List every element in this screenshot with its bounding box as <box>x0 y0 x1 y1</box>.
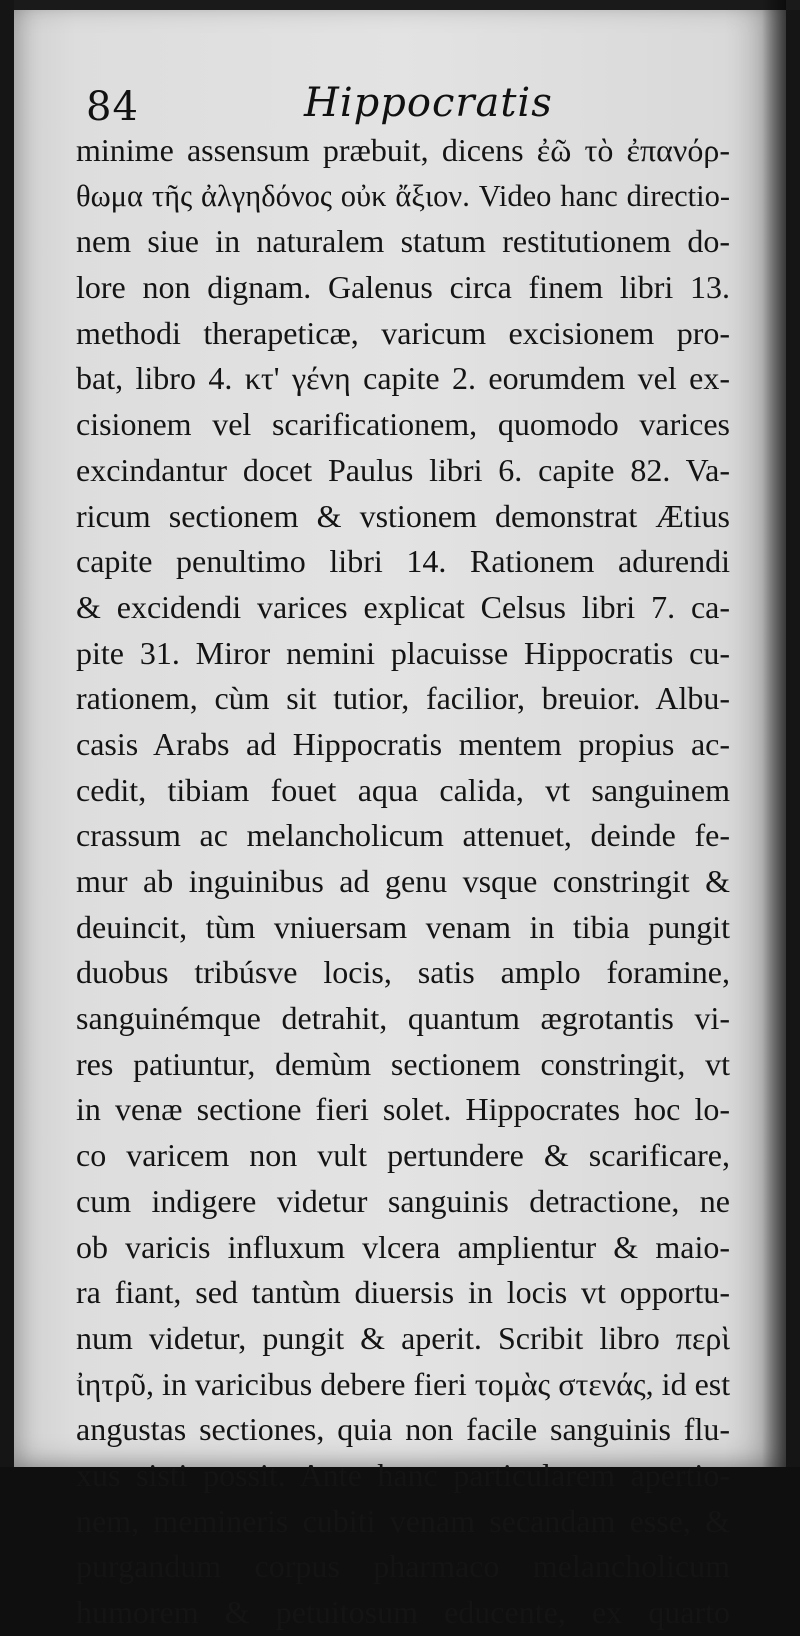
text-line: lore non dignam. Galenus circa finem libri 13. <box>76 269 730 306</box>
text-line: excindantur docet Paulus libri 6. capite 82. Va- <box>76 451 730 488</box>
text-line: cisionem vel scarificationem, quomodo varices <box>76 406 730 443</box>
text-line: methodi therapeticæ, varicum excisionem pro- <box>76 314 730 351</box>
text-line: pite 31. Miror nemini placuisse Hippocratis cu- <box>76 634 730 671</box>
text-line: res patiuntur, demùm sectionem constringit, vt <box>76 1045 730 1082</box>
text-line: casis Arabs ad Hippocratis mentem propius ac- <box>76 725 730 762</box>
text-line: & excidendi varices explicat Celsus libri 7. ca- <box>76 588 730 625</box>
text-line: purgandum corpus pharmaco melancholicum <box>76 1548 730 1585</box>
text-line: minime assensum præbuit, dicens ἐῶ τὸ ἐπανόρ- <box>76 132 730 168</box>
running-head: Hippocratis <box>304 80 553 126</box>
text-line: crassum ac melancholicum attenuet, deinde fe- <box>76 817 730 854</box>
text-line: angustas sectiones, quia non facile sanguinis flu- <box>76 1411 730 1448</box>
binding-shadow <box>762 0 786 1467</box>
text-line: in venæ sectione fieri solet. Hippocrates hoc lo- <box>76 1091 730 1128</box>
text-line: θωμα τῆς ἀλγηδόνος οὐκ ἄξιον. Video hanc directio- <box>76 178 730 213</box>
text-line: ἰητρῦ, in varicibus debere fieri τομὰς στενάς, id est <box>76 1365 731 1402</box>
text-line: cedit, tibiam fouet aqua calida, vt sanguinem <box>76 771 730 808</box>
text-line: co varicem non vult pertundere & scarificare, <box>76 1137 730 1174</box>
text-line: nem siue in naturalem statum restitutionem do- <box>76 223 730 260</box>
text-line: mur ab inguinibus ad genu vsque constringit & <box>76 863 730 899</box>
body-text <box>76 128 730 1636</box>
text-line: cum indigere videtur sanguinis detractione, ne <box>76 1182 730 1219</box>
page-number: 84 <box>86 84 139 130</box>
text-line: duobus tribúsve locis, satis amplo foramine, <box>76 954 730 991</box>
top-edge <box>14 0 800 10</box>
text-line: humorem & petuitosum educente, ex quarto <box>76 1594 730 1630</box>
text-line: rationem, cùm sit tutior, facilior, breuior. Albu- <box>76 680 730 717</box>
text-line: deuincit, tùm vniuersam venam in tibia pungit <box>76 908 730 945</box>
text-line: ricum sectionem & vstionem demonstrat Ætius <box>76 497 730 534</box>
text-line: bat, libro 4. κτ' γένη capite 2. eorumdem vel ex- <box>76 360 730 397</box>
text-line: ra fiant, sed tantùm diuersis in locis vt opportu- <box>76 1274 730 1311</box>
text-line: xus sisti possit. Ante hanc particularem apertio- <box>76 1456 730 1493</box>
text-line: capite penultimo libri 14. Rationem adurendi <box>76 543 730 580</box>
text-line: num videtur, pungit & aperit. Scribit libro περὶ <box>76 1319 730 1356</box>
book-page <box>14 0 786 1630</box>
text-line: sanguinémque detrahit, quantum ægrotantis vi- <box>76 1000 730 1037</box>
text-line: ob varicis influxum vlcera amplientur & maio- <box>76 1228 730 1265</box>
text-line: nem, memineris cubiti venam secandam esse, & <box>76 1502 730 1539</box>
